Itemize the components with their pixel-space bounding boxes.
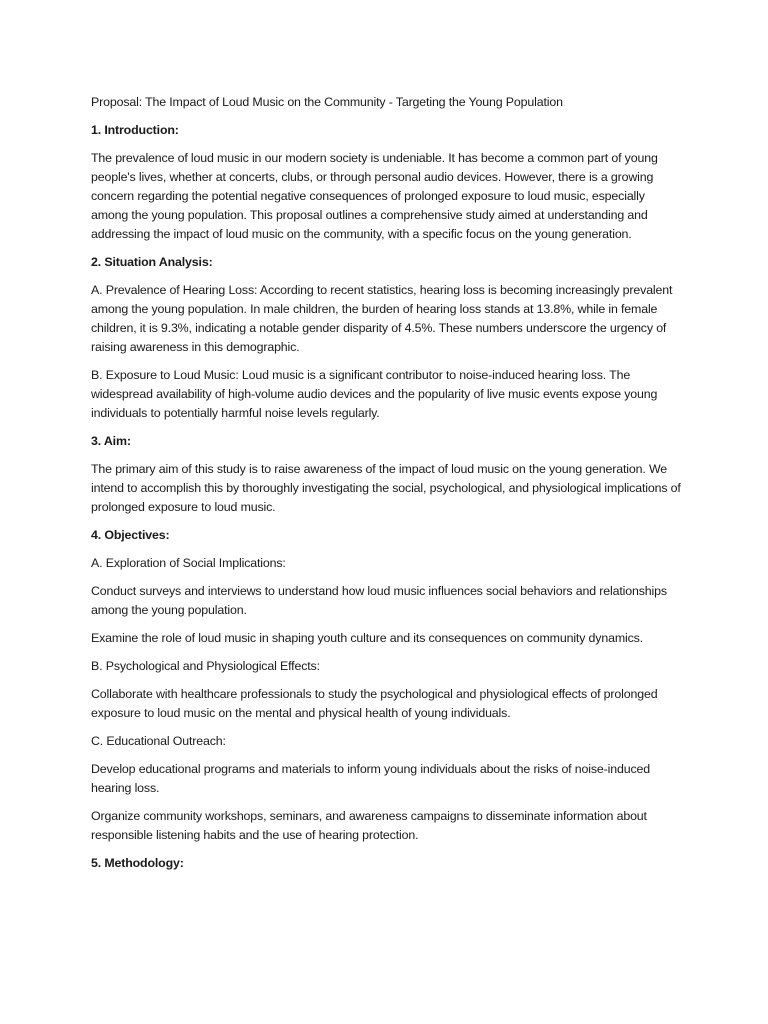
social-implications-subheading: A. Exploration of Social Implications: xyxy=(91,556,286,570)
effects-objective-item: Collaborate with healthcare professionals to study the psychological and physiological effects of prolonged exposure to loud music on the mental and physical health of young individuals. xyxy=(91,687,658,720)
hearing-loss-paragraph: A. Prevalence of Hearing Loss: According to recent statistics, hearing loss is becoming increasingly prevalent among the young population. In male children, the burden of hearing loss stands at 13.8%, while in female children, it is 9.3%, indicating a notable gender disparity of 4.5%. These numbers underscore the urgency of raising awareness in this demographic. xyxy=(91,283,673,354)
situation-analysis-heading: 2. Situation Analysis: xyxy=(91,255,213,269)
objectives-heading: 4. Objectives: xyxy=(91,528,170,542)
effects-subheading: B. Psychological and Physiological Effects: xyxy=(91,659,320,673)
loud-music-exposure-paragraph: B. Exposure to Loud Music: Loud music is a significant contributor to noise-induced hearing loss. The widespread availability of high-volume audio devices and the popularity of live music events expose young individuals to potentially harmful noise levels regularly. xyxy=(91,368,658,420)
outreach-objective-item: Develop educational programs and materials to inform young individuals about the risks of noise-induced hearing loss. xyxy=(91,762,650,795)
aim-heading: 3. Aim: xyxy=(91,434,131,448)
social-objective-item: Conduct surveys and interviews to understand how loud music influences social behaviors and relationships among the young population. xyxy=(91,584,667,617)
social-objective-item: Examine the role of loud music in shaping youth culture and its consequences on community dynamics. xyxy=(91,631,643,645)
methodology-heading: 5. Methodology: xyxy=(91,856,184,870)
aim-paragraph: The primary aim of this study is to raise awareness of the impact of loud music on the young generation. We intend to accomplish this by thoroughly investigating the social, psychological, and physiological implications of prolonged exposure to loud music. xyxy=(91,462,681,514)
introduction-heading: 1. Introduction: xyxy=(91,123,179,137)
document-page xyxy=(91,93,681,882)
introduction-paragraph: The prevalence of loud music in our modern society is undeniable. It has become a common part of young people's lives, whether at concerts, clubs, or through personal audio devices. However, there is a growing concern regarding the potential negative consequences of prolonged exposure to loud music, especially among the young population. This proposal outlines a comprehensive study aimed at understanding and addressing the impact of loud music on the community, with a specific focus on the young generation. xyxy=(91,151,658,241)
outreach-objective-item: Organize community workshops, seminars, and awareness campaigns to disseminate information about responsible listening habits and the use of hearing protection. xyxy=(91,809,647,842)
outreach-subheading: C. Educational Outreach: xyxy=(91,734,226,748)
document-title: Proposal: The Impact of Loud Music on the Community - Targeting the Young Population xyxy=(91,95,563,109)
